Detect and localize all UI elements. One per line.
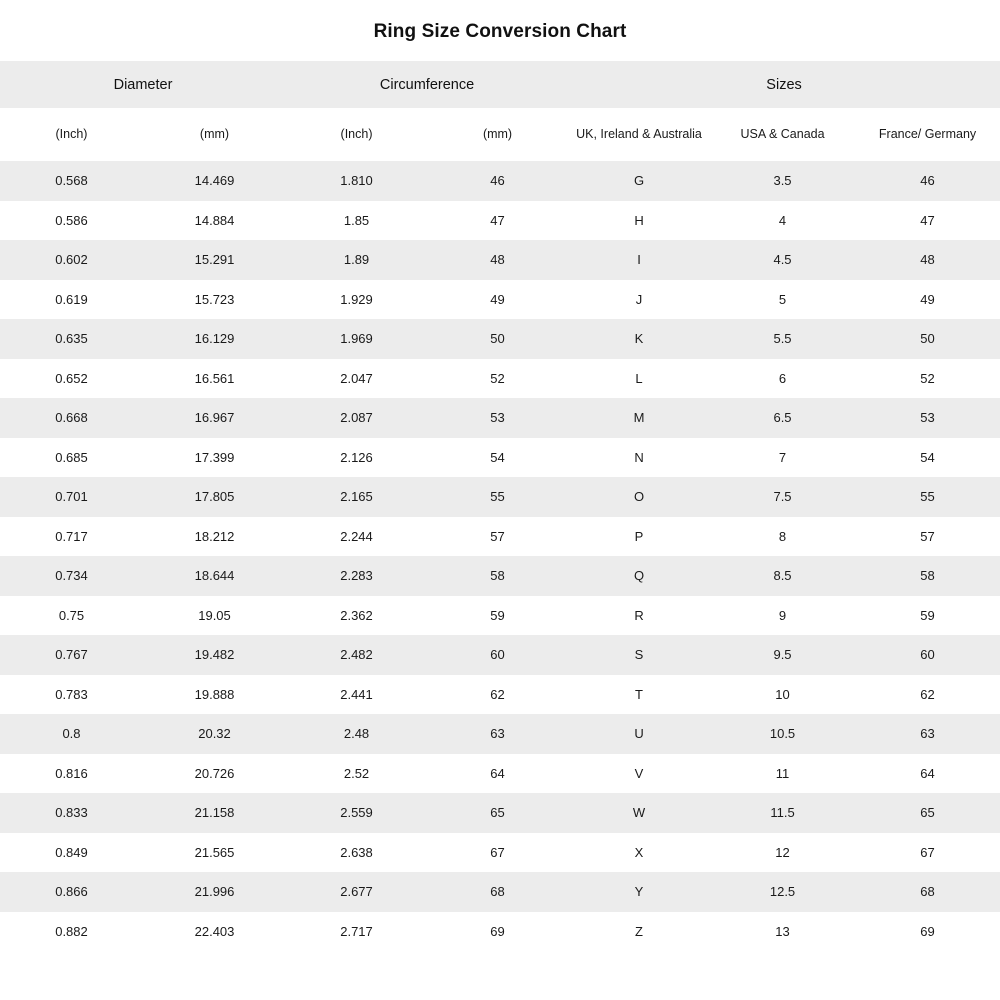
cell-circumference-inch: 2.047 [286,359,427,399]
cell-circumference-mm: 53 [427,398,568,438]
cell-circumference-inch: 2.087 [286,398,427,438]
table-row [0,872,1000,912]
table-header [0,61,1000,161]
cell-size-uk: Y [568,872,710,912]
cell-size-usa: 9 [710,596,855,636]
table-row [0,398,1000,438]
cell-diameter-mm: 16.129 [143,319,286,359]
column-header-france-germany: France/ Germany [855,108,1000,161]
cell-circumference-mm: 54 [427,438,568,478]
cell-diameter-inch: 0.635 [0,319,143,359]
table-row [0,201,1000,241]
cell-size-uk: O [568,477,710,517]
cell-diameter-mm: 14.884 [143,201,286,241]
cell-size-uk: V [568,754,710,794]
cell-diameter-inch: 0.8 [0,714,143,754]
cell-circumference-inch: 2.48 [286,714,427,754]
column-header-uk-ireland-australia: UK, Ireland & Australia [568,108,710,161]
cell-circumference-inch: 2.638 [286,833,427,873]
cell-circumference-mm: 69 [427,912,568,952]
table-row [0,833,1000,873]
cell-size-usa: 7.5 [710,477,855,517]
cell-diameter-inch: 0.767 [0,635,143,675]
cell-diameter-mm: 21.565 [143,833,286,873]
table-row [0,319,1000,359]
table-row [0,359,1000,399]
cell-size-uk: I [568,240,710,280]
group-header-diameter: Diameter [0,61,286,108]
table-subheader-row [0,108,1000,161]
cell-size-uk: Q [568,556,710,596]
table-row [0,912,1000,952]
cell-diameter-inch: 0.734 [0,556,143,596]
table-row [0,280,1000,320]
cell-circumference-mm: 55 [427,477,568,517]
cell-diameter-inch: 0.586 [0,201,143,241]
cell-circumference-mm: 49 [427,280,568,320]
page-title: Ring Size Conversion Chart [373,21,627,42]
cell-size-uk: P [568,517,710,557]
cell-size-usa: 5 [710,280,855,320]
cell-circumference-inch: 2.244 [286,517,427,557]
table-row [0,161,1000,201]
cell-circumference-mm: 64 [427,754,568,794]
column-header-diameter-inch: (Inch) [0,108,143,161]
cell-size-france-germany: 50 [855,319,1000,359]
cell-size-france-germany: 65 [855,793,1000,833]
cell-diameter-mm: 17.399 [143,438,286,478]
cell-size-usa: 10 [710,675,855,715]
table-row [0,596,1000,636]
cell-circumference-mm: 57 [427,517,568,557]
cell-size-usa: 7 [710,438,855,478]
cell-circumference-mm: 58 [427,556,568,596]
cell-size-usa: 9.5 [710,635,855,675]
cell-diameter-mm: 18.212 [143,517,286,557]
cell-diameter-inch: 0.75 [0,596,143,636]
cell-circumference-inch: 2.52 [286,754,427,794]
table-row [0,793,1000,833]
cell-size-france-germany: 52 [855,359,1000,399]
cell-diameter-mm: 22.403 [143,912,286,952]
cell-size-uk: R [568,596,710,636]
table-body [0,161,1000,951]
cell-circumference-inch: 2.482 [286,635,427,675]
cell-circumference-inch: 1.810 [286,161,427,201]
cell-diameter-mm: 20.32 [143,714,286,754]
table-row [0,438,1000,478]
cell-size-usa: 6 [710,359,855,399]
cell-diameter-inch: 0.685 [0,438,143,478]
column-header-circumference-inch: (Inch) [286,108,427,161]
cell-circumference-mm: 60 [427,635,568,675]
ring-size-conversion-table [0,61,1000,951]
table-group-header-row [0,61,1000,108]
cell-diameter-mm: 15.291 [143,240,286,280]
cell-size-france-germany: 58 [855,556,1000,596]
cell-circumference-mm: 68 [427,872,568,912]
cell-diameter-inch: 0.602 [0,240,143,280]
cell-circumference-mm: 67 [427,833,568,873]
cell-diameter-inch: 0.568 [0,161,143,201]
cell-diameter-mm: 17.805 [143,477,286,517]
cell-size-usa: 11.5 [710,793,855,833]
cell-circumference-inch: 1.969 [286,319,427,359]
cell-diameter-mm: 15.723 [143,280,286,320]
cell-circumference-mm: 46 [427,161,568,201]
cell-size-uk: S [568,635,710,675]
cell-size-france-germany: 57 [855,517,1000,557]
cell-size-usa: 8 [710,517,855,557]
cell-size-uk: M [568,398,710,438]
cell-circumference-mm: 47 [427,201,568,241]
cell-size-usa: 6.5 [710,398,855,438]
cell-size-france-germany: 63 [855,714,1000,754]
cell-diameter-inch: 0.783 [0,675,143,715]
cell-diameter-mm: 19.482 [143,635,286,675]
table-row [0,517,1000,557]
cell-diameter-mm: 19.888 [143,675,286,715]
group-header-sizes: Sizes [568,61,1000,108]
cell-diameter-mm: 16.967 [143,398,286,438]
cell-size-uk: H [568,201,710,241]
cell-circumference-inch: 2.165 [286,477,427,517]
table-row [0,714,1000,754]
cell-circumference-inch: 2.362 [286,596,427,636]
cell-diameter-inch: 0.717 [0,517,143,557]
cell-size-france-germany: 46 [855,161,1000,201]
cell-circumference-inch: 2.717 [286,912,427,952]
cell-circumference-inch: 2.677 [286,872,427,912]
cell-circumference-mm: 52 [427,359,568,399]
cell-diameter-inch: 0.701 [0,477,143,517]
cell-circumference-inch: 1.929 [286,280,427,320]
column-header-diameter-mm: (mm) [143,108,286,161]
cell-size-france-germany: 60 [855,635,1000,675]
cell-size-usa: 10.5 [710,714,855,754]
cell-size-france-germany: 67 [855,833,1000,873]
cell-circumference-mm: 62 [427,675,568,715]
cell-circumference-mm: 59 [427,596,568,636]
cell-diameter-inch: 0.652 [0,359,143,399]
cell-diameter-inch: 0.816 [0,754,143,794]
cell-circumference-inch: 2.441 [286,675,427,715]
cell-size-france-germany: 59 [855,596,1000,636]
cell-diameter-inch: 0.833 [0,793,143,833]
cell-diameter-inch: 0.619 [0,280,143,320]
cell-size-uk: U [568,714,710,754]
cell-circumference-inch: 1.89 [286,240,427,280]
column-header-circumference-mm: (mm) [427,108,568,161]
cell-diameter-mm: 16.561 [143,359,286,399]
cell-circumference-mm: 50 [427,319,568,359]
cell-size-uk: W [568,793,710,833]
cell-circumference-mm: 48 [427,240,568,280]
cell-size-uk: G [568,161,710,201]
cell-diameter-mm: 21.996 [143,872,286,912]
cell-size-france-germany: 49 [855,280,1000,320]
cell-diameter-inch: 0.668 [0,398,143,438]
cell-size-uk: X [568,833,710,873]
cell-circumference-inch: 1.85 [286,201,427,241]
table-row [0,240,1000,280]
cell-size-usa: 4.5 [710,240,855,280]
cell-size-uk: Z [568,912,710,952]
cell-size-france-germany: 47 [855,201,1000,241]
cell-size-uk: T [568,675,710,715]
cell-size-usa: 3.5 [710,161,855,201]
cell-circumference-inch: 2.126 [286,438,427,478]
cell-size-france-germany: 68 [855,872,1000,912]
column-header-usa-canada: USA & Canada [710,108,855,161]
cell-size-uk: J [568,280,710,320]
cell-circumference-mm: 65 [427,793,568,833]
cell-size-usa: 8.5 [710,556,855,596]
cell-circumference-inch: 2.283 [286,556,427,596]
cell-size-uk: K [568,319,710,359]
cell-diameter-mm: 14.469 [143,161,286,201]
cell-size-usa: 11 [710,754,855,794]
cell-size-usa: 12 [710,833,855,873]
table-row [0,635,1000,675]
cell-diameter-mm: 19.05 [143,596,286,636]
cell-size-france-germany: 55 [855,477,1000,517]
cell-size-france-germany: 54 [855,438,1000,478]
cell-size-france-germany: 69 [855,912,1000,952]
table-row [0,754,1000,794]
cell-circumference-mm: 63 [427,714,568,754]
cell-diameter-mm: 20.726 [143,754,286,794]
table-row [0,556,1000,596]
cell-diameter-mm: 18.644 [143,556,286,596]
table-row [0,675,1000,715]
cell-diameter-inch: 0.849 [0,833,143,873]
cell-circumference-inch: 2.559 [286,793,427,833]
group-header-circumference: Circumference [286,61,568,108]
cell-diameter-inch: 0.866 [0,872,143,912]
cell-size-uk: L [568,359,710,399]
cell-size-usa: 5.5 [710,319,855,359]
table-row [0,477,1000,517]
cell-size-uk: N [568,438,710,478]
cell-diameter-inch: 0.882 [0,912,143,952]
cell-size-france-germany: 48 [855,240,1000,280]
cell-diameter-mm: 21.158 [143,793,286,833]
cell-size-usa: 4 [710,201,855,241]
cell-size-usa: 12.5 [710,872,855,912]
cell-size-france-germany: 53 [855,398,1000,438]
cell-size-usa: 13 [710,912,855,952]
cell-size-france-germany: 62 [855,675,1000,715]
cell-size-france-germany: 64 [855,754,1000,794]
